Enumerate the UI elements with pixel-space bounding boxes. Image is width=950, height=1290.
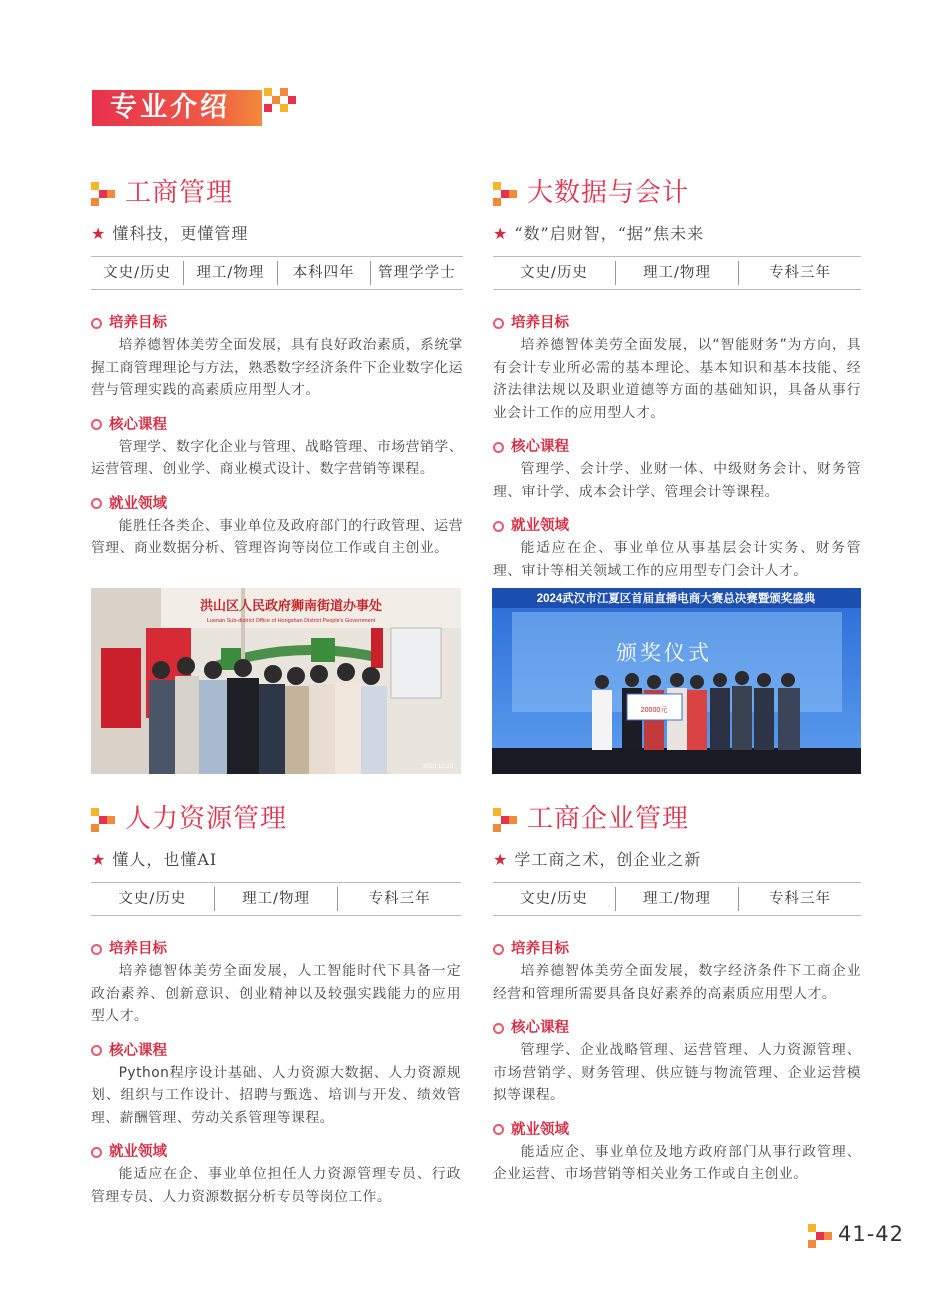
office-sign-english: Luonan Sub-district Office of Hongshan District People's Government [206,618,376,624]
major-section-business-enterprise [493,802,861,1186]
major-tags [493,256,861,290]
block-heading: 核心课程 [493,436,861,458]
major-slogan: ★ “数”启财智，“据”焦未来 [493,224,705,243]
ring-bullet-icon [493,944,504,955]
ring-bullet-icon [91,318,102,329]
ring-bullet-icon [91,1045,102,1056]
tag-duration: 本科四年 [278,261,371,285]
block-heading: 核心课程 [493,1017,861,1039]
major-slogan: ★ 学工商之术，创企业之新 [493,850,702,869]
block-text: 培养德智体美劳全面发展，以“智能财务”为方向，具有会计专业所必需的基本理论、基本知识和基本技能、经济法律法规以及职业道德等方面的基础知识，具备从事行业会计工作的应用型人才。 [493,337,861,421]
ring-bullet-icon [493,521,504,532]
tag-subject-physics: 理工/物理 [215,887,339,911]
block-text: 管理学、会计学、业财一体、中级财务会计、财务管理、审计学、成本会计学、管理会计等课程。 [493,461,861,500]
major-tags [91,882,461,916]
tag-duration: 专科三年 [769,891,831,907]
ring-bullet-icon [493,442,504,453]
tag-degree: 管理学学士 [378,265,456,281]
ring-bullet-icon [91,419,102,430]
tag-subject-history: 文史/历史 [493,887,616,911]
major-title: 人力资源管理 [125,804,288,834]
major-slogan: ★ 懂科技，更懂管理 [91,224,249,243]
major-tags [493,882,861,916]
ring-bullet-icon [493,1124,504,1135]
block-heading: 就业领域 [91,493,463,515]
block-text: 培养德智体美劳全面发展，数字经济条件下工商企业经营和管理所需要具备良好素养的高素质应用型人才。 [493,963,861,1002]
ring-bullet-icon [91,944,102,955]
block-text: 能胜任各类企、事业单位及政府部门的行政管理、运营管理、商业数据分析、管理咨询等岗位工作或自主创业。 [91,517,463,556]
major-section-business-admin [91,176,463,560]
block-heading: 就业领域 [91,1141,461,1163]
photo-timestamp: 2023.12.20 [422,764,453,770]
major-tags [91,256,463,290]
photo-group-at-district-office [91,588,461,774]
block-text: Python程序设计基础、人力资源大数据、人力资源规划、组织与工作设计、招聘与甄选、培训与开发、绩效管理、薪酬管理、劳动关系管理等课程。 [91,1064,461,1126]
block-text: 能适应在企、事业单位担任人力资源管理专员、行政管理专员、人力资源数据分析专员等岗位工作。 [91,1166,461,1205]
award-screen-text: 颁奖仪式 [616,642,712,665]
major-title: 工商管理 [125,178,234,208]
block-text: 培养德智体美劳全面发展，具有良好政治素质，系统掌握工商管理理论与方法，熟悉数字经济条件下企业数字化运营与管理实践的高素质应用型人才。 [91,337,463,398]
block-heading: 就业领域 [493,515,861,537]
block-heading: 核心课程 [91,414,463,436]
tag-subject-physics: 理工/物理 [184,261,277,285]
page-section-title: 专业介绍 [110,92,230,123]
ring-bullet-icon [91,498,102,509]
star-icon: ★ [493,850,509,869]
event-banner-text: 2024武汉市江夏区首届直播电商大赛总决赛暨颁奖盛典 [536,593,816,605]
major-section-human-resources [91,802,461,1208]
ring-bullet-icon [493,1023,504,1034]
block-text: 管理学、企业战略管理、运营管理、人力资源管理、市场营销学、财务管理、供应链与物流管理、企业运营模拟等课程。 [493,1042,861,1103]
block-heading: 培养目标 [91,312,463,334]
star-icon: ★ [493,224,509,243]
ring-bullet-icon [91,1147,102,1158]
block-heading: 培养目标 [91,938,461,960]
tag-subject-history: 文史/历史 [91,261,184,285]
major-section-big-data-accounting [493,176,861,582]
block-heading: 培养目标 [493,312,861,334]
star-icon: ★ [91,224,107,243]
block-text: 能适应企、事业单位及地方政府部门从事行政管理、企业运营、市场营销等相关业务工作或自主创业。 [493,1143,861,1182]
block-heading: 就业领域 [493,1119,861,1141]
office-sign-text: 洪山区人民政府狮南街道办事处 [199,598,383,613]
tag-subject-physics: 理工/物理 [616,887,739,911]
title-marker-icon [91,182,115,206]
block-heading: 培养目标 [493,938,861,960]
title-marker-icon [493,182,517,206]
block-heading: 核心课程 [91,1040,461,1062]
major-title: 大数据与会计 [527,178,690,208]
title-marker-icon [493,808,517,832]
major-title: 工商企业管理 [527,804,690,834]
tag-subject-history: 文史/历史 [493,261,616,285]
photo-award-ceremony [492,588,861,774]
major-slogan: ★ 懂人，也懂AI [91,850,218,869]
block-text: 能适应在企、事业单位从事基层会计实务、财务管理、审计等相关领域工作的应用型专门会计人才。 [493,540,861,579]
block-text: 培养德智体美劳全面发展，人工智能时代下具备一定政治素养、创新意识、创业精神以及较强实践能力的应用型人才。 [91,963,461,1024]
page-number-marker-icon [808,1224,832,1248]
tag-duration: 专科三年 [368,891,431,907]
prize-board-text: 20000元 [640,707,668,714]
page-section-banner [92,90,262,126]
star-icon: ★ [91,850,107,869]
checker-decoration-icon [264,88,300,124]
page-number: 41-42 [838,1222,905,1246]
ring-bullet-icon [493,318,504,329]
block-text: 管理学、数字化企业与管理、战略管理、市场营销学、运营管理、创业学、商业模式设计、数字营销等课程。 [91,438,463,477]
tag-duration: 专科三年 [769,265,831,281]
title-marker-icon [91,808,115,832]
tag-subject-history: 文史/历史 [91,887,215,911]
tag-subject-physics: 理工/物理 [616,261,739,285]
